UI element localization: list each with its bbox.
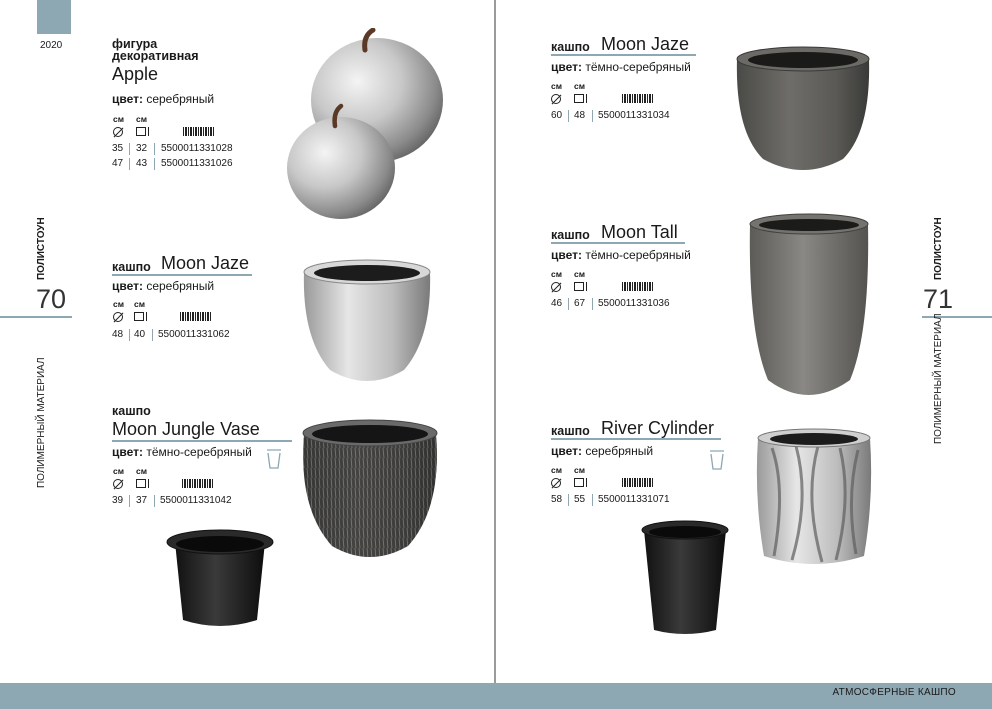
right-side-category: ПОЛИСТОУН	[933, 217, 944, 280]
product-color: цвет: серебряный	[112, 92, 215, 106]
spec-separator	[154, 158, 155, 170]
unit-label: см	[113, 114, 125, 124]
spec-separator	[129, 143, 130, 155]
barcode-icon	[622, 282, 654, 291]
spec-diameter: 47	[112, 158, 124, 169]
spec-code: 5500011331062	[158, 329, 230, 340]
barcode-icon	[183, 127, 215, 136]
unit-label: см	[113, 299, 125, 309]
diameter-icon	[113, 127, 123, 137]
spec-diameter: 58	[551, 494, 563, 505]
barcode-icon	[182, 479, 214, 488]
inner-pot-image	[640, 520, 730, 638]
spec-separator	[568, 298, 569, 310]
product-color: цвет: тёмно-серебряный	[112, 445, 252, 459]
spec-code: 5500011331042	[160, 495, 232, 506]
moon-tall-image	[746, 212, 872, 404]
spec-code: 5500011331026	[161, 158, 233, 169]
spec-height: 37	[136, 495, 148, 506]
height-icon	[574, 282, 584, 291]
spec-height: 32	[136, 143, 148, 154]
product-color: цвет: серебряный	[551, 444, 654, 458]
unit-label: см	[136, 114, 148, 124]
spec-code: 5500011331034	[598, 110, 670, 121]
product-type: кашпо	[551, 40, 590, 54]
spec-separator	[568, 494, 569, 506]
inner-pot-icon	[266, 448, 282, 470]
barcode-icon	[622, 94, 654, 103]
product-type: кашпо	[551, 424, 590, 438]
spec-separator	[152, 329, 153, 341]
spec-code: 5500011331028	[161, 143, 233, 154]
title-underline	[112, 274, 252, 276]
spec-separator	[592, 494, 593, 506]
diameter-icon	[113, 312, 123, 322]
left-side-category: ПОЛИСТОУН	[36, 217, 47, 280]
product-type: кашпо	[551, 228, 590, 242]
spec-diameter: 48	[112, 329, 124, 340]
left-side-material: ПОЛИМЕРНЫЙ МАТЕРИАЛ	[36, 357, 47, 488]
product-name: Moon Jaze	[161, 253, 250, 273]
moon-jungle-vase-image	[298, 418, 442, 564]
unit-label: см	[574, 269, 586, 279]
height-icon	[136, 479, 146, 488]
product-type: кашпо	[112, 260, 151, 274]
spec-separator	[154, 143, 155, 155]
product-name: River Cylinder	[601, 418, 715, 438]
diameter-icon	[113, 479, 123, 489]
spec-separator	[129, 329, 130, 341]
spec-diameter: 60	[551, 110, 563, 121]
diameter-icon	[551, 94, 561, 104]
unit-label: см	[551, 269, 563, 279]
title-underline	[551, 438, 721, 440]
product-type: кашпо	[112, 404, 151, 418]
right-page-number: 71	[923, 284, 954, 314]
right-side-material: ПОЛИМЕРНЫЙ МАТЕРИАЛ	[933, 313, 944, 444]
height-icon	[574, 94, 584, 103]
unit-label: см	[134, 299, 146, 309]
product-color: цвет: тёмно-серебряный	[551, 60, 691, 74]
product-type: декоративная	[112, 49, 199, 63]
title-underline	[551, 54, 696, 56]
moon-jaze-dark-image	[733, 45, 873, 175]
spec-separator	[592, 298, 593, 310]
unit-label: см	[113, 466, 125, 476]
unit-label: см	[574, 81, 586, 91]
river-cylinder-image	[752, 428, 876, 568]
left-page-number: 70	[36, 284, 67, 314]
spec-code: 5500011331036	[598, 298, 670, 309]
diameter-icon	[551, 282, 561, 292]
footer-title: АТМОСФЕРНЫЕ КАШПО	[832, 687, 956, 698]
spec-height: 55	[574, 494, 586, 505]
spec-separator	[592, 110, 593, 122]
inner-pot-icon	[709, 449, 725, 471]
product-color: цвет: серебряный	[112, 279, 215, 293]
spec-separator	[129, 158, 130, 170]
unit-label: см	[136, 466, 148, 476]
spec-separator	[154, 495, 155, 507]
unit-label: см	[574, 465, 586, 475]
product-color: цвет: тёмно-серебряный	[551, 248, 691, 262]
spec-separator	[129, 495, 130, 507]
left-page-rule	[0, 316, 72, 318]
product-type: фигура	[112, 37, 158, 51]
spec-height: 40	[134, 329, 146, 340]
height-icon	[574, 478, 584, 487]
year-tab	[37, 0, 71, 34]
title-underline	[112, 440, 292, 442]
product-name: Apple	[112, 64, 159, 84]
product-name: Moon Jungle Vase	[112, 419, 260, 439]
spec-height: 48	[574, 110, 586, 121]
spec-height: 67	[574, 298, 586, 309]
spec-height: 43	[136, 158, 148, 169]
barcode-icon	[180, 312, 212, 321]
year-label: 2020	[40, 40, 63, 51]
inner-pot-image	[165, 528, 275, 630]
moon-jaze-silver-image	[300, 258, 434, 386]
spec-diameter: 46	[551, 298, 563, 309]
spec-diameter: 39	[112, 495, 124, 506]
spec-separator	[568, 110, 569, 122]
height-icon	[136, 127, 146, 136]
height-icon	[134, 312, 144, 321]
unit-label: см	[551, 465, 563, 475]
apple-figures-image	[285, 28, 445, 224]
spec-diameter: 35	[112, 143, 124, 154]
unit-label: см	[551, 81, 563, 91]
product-name: Moon Jaze	[601, 34, 690, 54]
page-spine	[494, 0, 496, 709]
title-underline	[551, 242, 685, 244]
diameter-icon	[551, 478, 561, 488]
spec-code: 5500011331071	[598, 494, 670, 505]
barcode-icon	[622, 478, 654, 487]
product-name: Moon Tall	[601, 222, 678, 242]
